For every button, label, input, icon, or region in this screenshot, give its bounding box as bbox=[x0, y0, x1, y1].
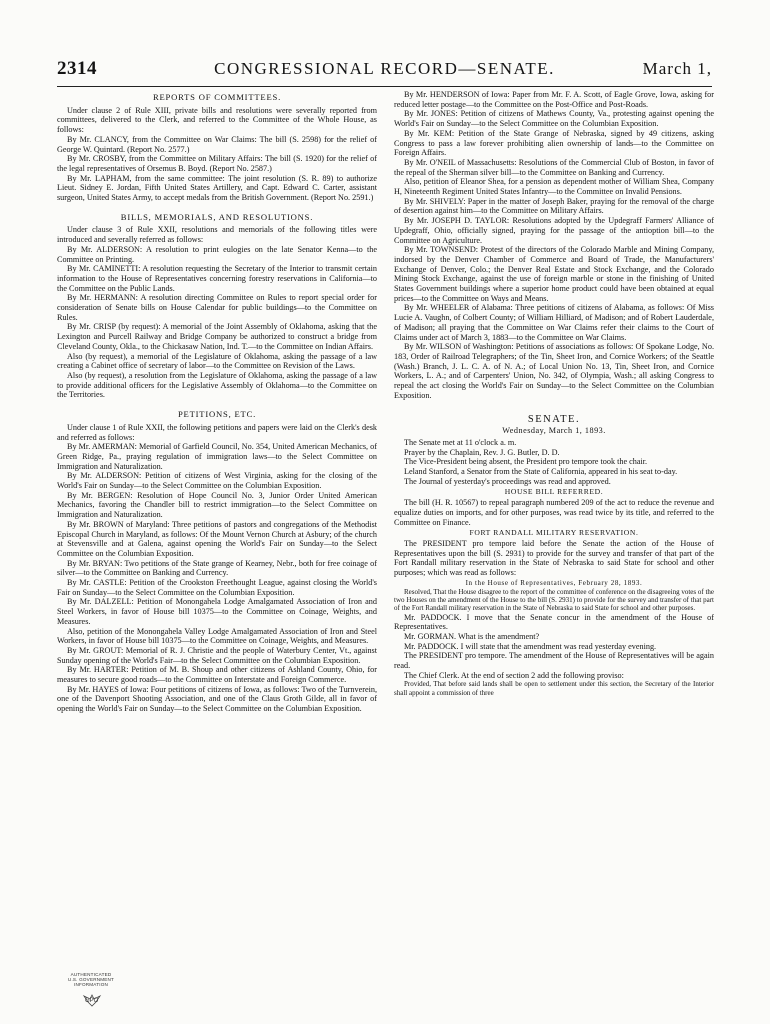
paragraph: By Mr. JONES: Petition of citizens of Mathews County, Va., protesting against opening the World's Fair on Sunday—to the Select Committee on the Columbian Exposition. bbox=[394, 109, 714, 129]
paragraph: Also, petition of Eleanor Shea, for a pension as dependent mother of William Shea, Company H, Nineteenth Regiment United States Infantry—to the Committee on Invalid Pensions. bbox=[394, 177, 714, 197]
paragraph: By Mr. TOWNSEND: Protest of the directors of the Colorado Marble and Mining Company, indorsed by the Denver Chamber of Commerce and Board of Trade, the Manufacturers' Exchange of Denver, Colo.; the Denver Real Estate and Stock Exchange, and the Colorado Mining Stock Exchange, against the use of foreign marble or stone in the finishing of United States Government buildings where a superior home product could have been obtained at equal prices—to the Committee on Ways and Means. bbox=[394, 245, 714, 303]
paragraph: The Journal of yesterday's proceedings was read and approved. bbox=[404, 476, 611, 486]
paragraph: By Mr. HAYES of Iowa: Four petitions of citizens of Iowa, as follows: Two of the Turnverein, one of the Davenport Shooting Association, and one of the Claus Groth Gilde, all in favor of opening the World's Fair on Sunday—to the Select Committee on the Columbian Exposition. bbox=[57, 684, 377, 714]
paragraph: Also, petition of the Monongahela Valley Lodge Amalgamated Association of Iron and Steel Workers, in favor of House bill 10375—to the Committee on Coinage, Weights, and Measures. bbox=[57, 626, 377, 646]
paragraph: By Mr. BROWN of Maryland: Three petitions of pastors and congregations of the Methodist Episcopal Church in Maryland, as follows: Of the Mount Vernon Church at Asbury; of the church at Stevensville and at Galena, against opening the World's Fair on Sunday—to the Select Committee on the Columbian Exposition. bbox=[57, 519, 377, 558]
paragraph: By Mr. WHEELER of Alabama: Three petitions of citizens of Alabama, as follows: Of Miss Lucie A. Vaughn, of Colbert County; of William Hilliard, of Madison; and of Robert Lauderdale, of Madison; all praying that the Committee on War Claims refer their claims to the Court of Claims under act of March 3, 1883—to the Committee on War Claims. bbox=[394, 303, 714, 342]
paragraph: By Mr. SHIVELY: Paper in the matter of Joseph Baker, praying for the removal of the charge of desertion against him—to the Committee on Military Affairs. bbox=[394, 196, 714, 216]
paragraph: By Mr. CAMINETTI: A resolution requesting the Secretary of the Interior to transmit certain information to the House of Representatives concerning forestry reservations in California—to the Committee on the Public Lands. bbox=[57, 264, 377, 293]
paragraph: The PRESIDENT pro tempore laid before the Senate the action of the House of Representatives upon the bill (S. 2931) to provide for the survey and transfer of that part of the Fort Randall military reservation in the State of Nebraska to said State for school and other purposes; which was read as follows: bbox=[394, 538, 714, 578]
page-header bbox=[57, 58, 712, 84]
paragraph: Under clause 2 of Rule XIII, private bills and resolutions were severally reported from committees, delivered to the Clerk, and referred to the Committee of the Whole House, as follows: bbox=[57, 105, 377, 135]
paragraph: Mr. PADDOCK. I move that the Senate concur in the amendment of the House of Representatives. bbox=[394, 612, 714, 632]
senate-heading: SENATE. bbox=[527, 413, 581, 425]
senate-date: Wednesday, March 1, 1893. bbox=[502, 426, 606, 436]
right-column bbox=[394, 90, 714, 990]
petitions-heading: PETITIONS, ETC. bbox=[177, 409, 257, 420]
paragraph: By Mr. ALDERSON: Petition of citizens of West Virginia, asking for the closing of the World's Fair on Sunday—to the Select Committee on the Columbian Exposition. bbox=[57, 471, 377, 491]
paragraph: Prayer by the Chaplain, Rev. J. G. Butler, D. D. bbox=[404, 447, 560, 457]
paragraph: Under clause 3 of Rule XXII, resolutions and memorials of the following titles were introduced and severally referred as follows: bbox=[57, 225, 377, 245]
paragraph: By Mr. AMERMAN: Memorial of Garfield Council, No. 354, United American Mechanics, of Green Ridge, Pa., praying regulation of immigration laws—to the Select Committee on Immigration and Naturalization. bbox=[57, 442, 377, 471]
paragraph: By Mr. CROSBY, from the Committee on Military Affairs: The bill (S. 1920) for the relief of the legal representatives of Orsemus B. Boyd. (Report No. 2587.) bbox=[57, 154, 377, 173]
paragraph: Also (by request), a resolution from the Legislature of Oklahoma, asking the passage of a law to provide additional officers for the Legislative Assembly of Oklahoma—to the Committee on the Territories. bbox=[57, 370, 377, 400]
fort-randall-heading: FORT RANDALL MILITARY RESERVATION. bbox=[469, 528, 639, 538]
seal-line: U.S. GOVERNMENT bbox=[67, 977, 115, 983]
house-line: In the House of Representatives, February 28, 1893. bbox=[465, 578, 643, 587]
paragraph: The Senate met at 11 o'clock a. m. bbox=[404, 437, 517, 447]
paragraph: The PRESIDENT pro tempore. The amendment of the House of Representatives will be again read. bbox=[394, 651, 714, 671]
paragraph: The Vice-President being absent, the President pro tempore took the chair. bbox=[404, 457, 648, 467]
house-bill-heading: HOUSE BILL REFERRED. bbox=[504, 487, 604, 497]
paragraph: By Mr. HARTER: Petition of M. B. Shoup and other citizens of Ashland County, Ohio, for measures to secure good roads—to the Committee on Interstate and Foreign Commerce. bbox=[57, 665, 377, 685]
paragraph: By Mr. WILSON of Washington: Petitions of associations as follows: Of Spokane Lodge, No. 183, Order of Railroad Telegraphers; of the Tin, Sheet Iron, and Cornice Workers; of the Seattle (Wash.) Branch, J. L. C. A. of N. A.; of Local Union No. 13, Tin, Sheet Iron, and Cornice Workers, L. A.; and of Carpenters' Union, No. 342, of Olympia, Wash.; all asking Congress to repeal the act closing the World's Fair on Sunday—to the Select Committee on the Columbian Exposition. bbox=[394, 342, 714, 400]
paragraph: Mr. GORMAN. What is the amendment? bbox=[404, 631, 540, 641]
header-rule bbox=[57, 86, 712, 87]
paragraph: By Mr. HENDERSON of Iowa: Paper from Mr. F. A. Scott, of Eagle Grove, Iowa, asking for reduced letter postage—to the Committee on the Post-Office and Post-Roads. bbox=[394, 90, 714, 109]
seal-line: INFORMATION bbox=[73, 982, 108, 988]
page-title: CONGRESSIONAL RECORD—SENATE. bbox=[214, 59, 555, 78]
paragraph: By Mr. CASTLE: Petition of the Crookston Freethought League, against closing the World's Fair on Sunday—to the Select Committee on the Columbian Exposition. bbox=[57, 578, 377, 597]
paragraph: By Mr. GROUT: Memorial of R. J. Christie and the people of Waterbury Center, Vt., against Sunday opening of the World's Fair—to the Select Committee on the Columbian Exposition. bbox=[57, 645, 377, 665]
paragraph: By Mr. LAPHAM, from the same committee: The joint resolution (S. R. 89) to authorize Lieut. Sidney E. Jordan, Fifth United States Artillery, and Capt. Edward C. Carter, assistant surgeon, United States Army, to accept medals from the British Government. (Report No. 2591.) bbox=[57, 173, 377, 203]
header-date: March 1, bbox=[642, 59, 712, 78]
paragraph: Under clause 1 of Rule XXII, the following petitions and papers were laid on the Clerk's desk and referred as follows: bbox=[57, 422, 377, 442]
paragraph: The Chief Clerk. At the end of section 2 add the following proviso: bbox=[404, 670, 624, 680]
gpo-label: GPO bbox=[85, 998, 99, 1004]
gpo-authentication-seal bbox=[60, 972, 122, 1010]
paragraph: By Mr. CRISP (by request): A memorial of the Joint Assembly of Oklahoma, asking that the Lexington and Purcell Railway and Bridge Company be authorized to construct a bridge from Cleveland County, Okla., to the Chickasaw Nation, Ind. T.—to the Committee on Indian Affairs. bbox=[57, 322, 377, 351]
paragraph: By Mr. CLANCY, from the Committee on War Claims: The bill (S. 2598) for the relief of George W. Quintard. (Report No. 2577.) bbox=[57, 134, 377, 154]
proviso-text: Provided, That before said lands shall be open to settlement under this section, the Secretary of the Interior shall appoint a commission of three bbox=[394, 680, 714, 697]
resolved-text: Resolved, That the House disagree to the report of the committee of conference on the disagreeing votes of the two Houses on the amendment of the House to the bill (S. 2931) to provide for the survey and transfer of that part of the Fort Randall military reservation in the State of Nebraska to said State for school and other purposes. bbox=[394, 587, 714, 613]
reports-heading: REPORTS OF COMMITTEES. bbox=[152, 92, 282, 102]
paragraph: The bill (H. R. 10567) to repeal paragraph numbered 209 of the act to reduce the revenue and equalize duties on imports, and for other purposes, was read twice by its title, and referred to the Committee on Finance. bbox=[394, 498, 714, 527]
paragraph: By Mr. HERMANN: A resolution directing Committee on Rules to report special order for consideration of Senate bills on House Calendar for public buildings—to the Committee on Rules. bbox=[57, 293, 377, 322]
paragraph: By Mr. ALDERSON: A resolution to print eulogies on the late Senator Kenna—to the Committee on Printing. bbox=[57, 244, 377, 264]
paragraph: Mr. PADDOCK. I will state that the amendment was read yesterday evening. bbox=[404, 641, 657, 651]
paragraph: Also (by request), a memorial of the Legislature of Oklahoma, asking the passage of a law creating a Cabinet office of secretary of labor—to the Committee on Revision of the Laws. bbox=[57, 351, 377, 371]
paragraph: By Mr. JOSEPH D. TAYLOR: Resolutions adopted by the Updegraff Farmers' Alliance of Updegraff, Ohio, officially signed, praying for the passage of the antioption bill—to the Committee on Agriculture. bbox=[394, 216, 714, 245]
page-number: 2314 bbox=[57, 58, 97, 79]
seal-line: AUTHENTICATED bbox=[70, 972, 112, 977]
bills-heading: BILLS, MEMORIALS, AND RESOLUTIONS. bbox=[120, 211, 314, 222]
paragraph: By Mr. KEM: Petition of the State Grange of Nebraska, signed by 49 citizens, asking Congress to pass a law forever prohibiting alien ownership of lands—to the Committee on Foreign Affairs. bbox=[394, 128, 714, 158]
paragraph: By Mr. O'NEIL of Massachusetts: Resolutions of the Commercial Club of Boston, in favor of the repeal of the Sherman silver bill—to the Committee on Banking and Currency. bbox=[394, 157, 714, 177]
paragraph: Leland Stanford, a Senator from the State of California, appeared in his seat to-day. bbox=[404, 467, 678, 477]
paragraph: By Mr. BERGEN: Resolution of Hope Council No. 3, Junior Order United American Mechanics, favoring the Chandler bill to restrict immigration—to the Select Committee on Immigration and Naturalization. bbox=[57, 490, 377, 520]
left-column bbox=[57, 90, 377, 990]
paragraph: By Mr. DALZELL: Petition of Monongahela Lodge Amalgamated Association of Iron and Steel Workers, in favor of House bill 10375—to the Committee on Coinage, Weights, and Measures. bbox=[57, 597, 377, 626]
paragraph: By Mr. BRYAN: Two petitions of the State grange of Kearney, Nebr., both for free coinage of silver—to the Committee on Banking and Currency. bbox=[57, 558, 377, 578]
